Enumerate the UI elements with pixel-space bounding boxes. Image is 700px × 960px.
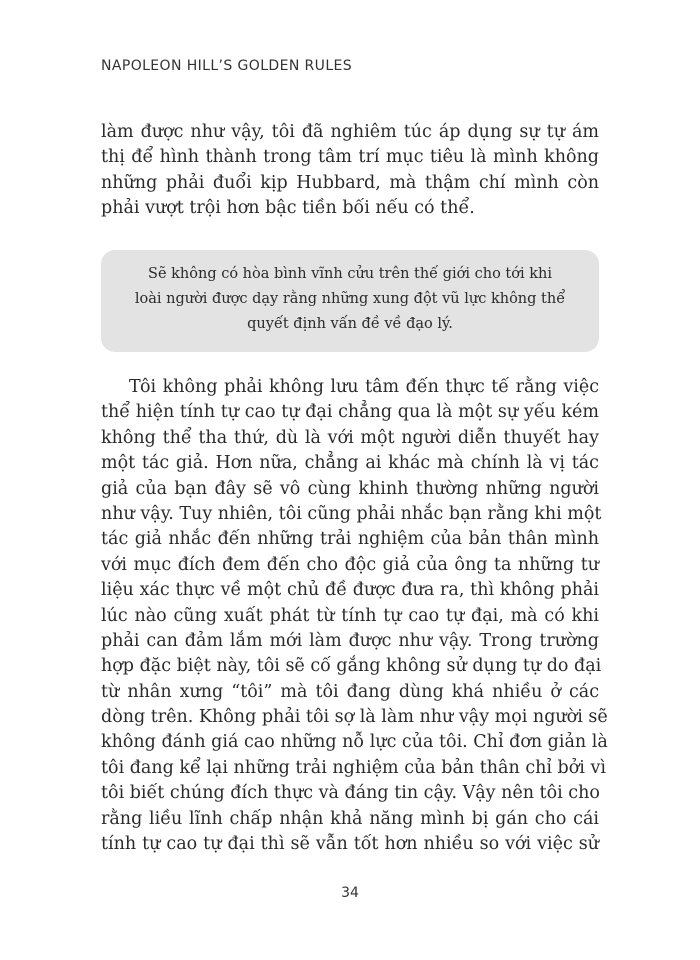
text-line: phải vượt trội hơn bậc tiền bối nếu có thể. — [101, 198, 475, 219]
text-line: rằng liều lĩnh chấp nhận khả năng mình bị gán cho cái — [101, 808, 599, 829]
paragraph-main — [101, 375, 608, 857]
page-number: 34 — [341, 885, 359, 901]
text-line: từ nhân xưng “tôi” mà tôi đang dùng khá nhiều ở các — [101, 681, 599, 702]
text-line: không đánh giá cao những nỗ lực của tôi. Chỉ đơn giản là — [101, 732, 608, 753]
pull-quote-box — [101, 250, 599, 352]
text-line: dòng trên. Không phải tôi sợ là làm như vậy mọi người sẽ — [101, 707, 608, 728]
text-line: tôi đang kể lại những trải nghiệm của bản thân chỉ bởi vì — [101, 757, 606, 778]
text-line: thể hiện tính tự cao tự đại chẳng qua là một sự yếu kém — [101, 402, 599, 423]
quote-line: loài người được dạy rằng những xung đột vũ lực không thể — [134, 291, 566, 307]
text-line: liệu xác thực về một chủ đề được đưa ra, thì không phải — [101, 580, 599, 601]
paragraph-continued — [101, 120, 599, 222]
text-line: hợp đặc biệt này, tôi sẽ cố gắng không sử dụng tự do đại — [101, 656, 602, 677]
text-line: lúc nào cũng xuất phát từ tính tự cao tự đại, mà có khi — [101, 605, 599, 626]
text-line: làm được như vậy, tôi đã nghiêm túc áp dụng sự tự ám — [101, 122, 599, 142]
text-line: phải can đảm lắm mới làm được như vậy. Trong trường — [101, 630, 599, 651]
text-line: không thể tha thứ, dù là với một người diễn thuyết hay — [101, 427, 599, 448]
text-line: giả của bạn đây sẽ vô cùng khinh thường những người — [101, 478, 599, 499]
running-header-title: NAPOLEON HILL’S GOLDEN RULES — [101, 58, 353, 74]
text-line: với mục đích đem đến cho độc giả của ông ta những tư — [101, 554, 599, 575]
text-line: tác giả nhắc đến những trải nghiệm của bản thân mình — [101, 529, 599, 550]
quote-line: Sẽ không có hòa bình vĩnh cửu trên thế giới cho tới khi — [148, 266, 552, 282]
text-line: tính tự cao tự đại thì sẽ vẫn tốt hơn nhiều so với việc sử — [101, 834, 599, 855]
text-line: Tôi không phải không lưu tâm đến thực tế rằng việc — [129, 377, 599, 397]
text-line: một tác giả. Hơn nữa, chẳng ai khác mà chính là vị tác — [101, 453, 599, 474]
text-line: tôi biết chúng đích thực và đáng tin cậy. Vậy nên tôi cho — [101, 783, 600, 804]
quote-line: quyết định vấn đề về đạo lý. — [247, 316, 453, 332]
text-line: thị để hình thành trong tâm trí mục tiêu là mình không — [101, 147, 599, 168]
text-line: như vậy. Tuy nhiên, tôi cũng phải nhắc bạn rằng khi một — [101, 503, 602, 524]
text-line: những phải đuổi kịp Hubbard, mà thậm chí mình còn — [101, 172, 599, 193]
